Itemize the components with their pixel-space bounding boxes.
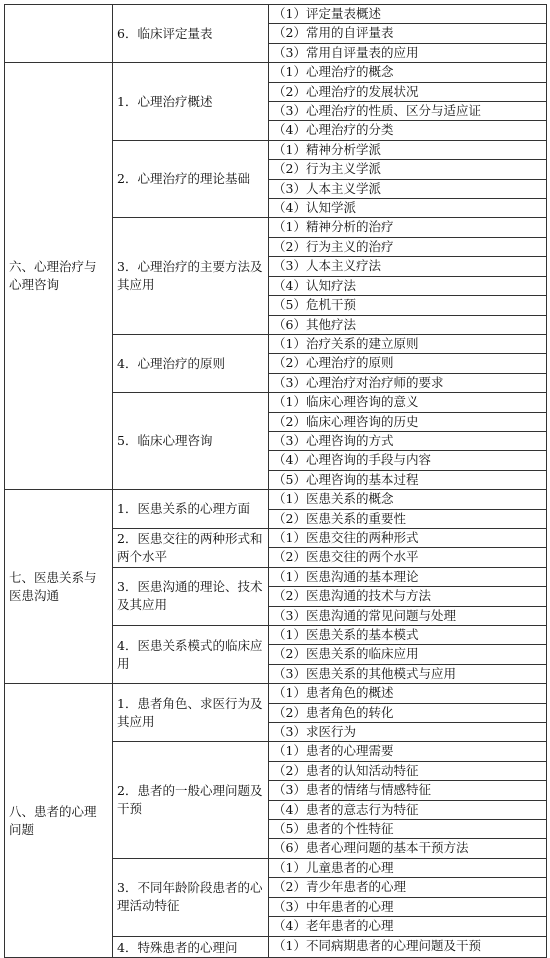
item-cell: （2）医患交往的两个水平	[269, 548, 547, 567]
item-cell: （2）医患沟通的技术与方法	[269, 587, 547, 606]
item-cell: （1）精神分析的治疗	[269, 218, 547, 237]
topic-cell: 5．临床心理咨询	[113, 393, 269, 490]
syllabus-table-body	[5, 5, 547, 958]
item-cell: （3）心理治疗对治疗师的要求	[269, 373, 547, 392]
item-cell: （1）患者的心理需要	[269, 742, 547, 761]
item-cell: （1）治疗关系的建立原则	[269, 334, 547, 353]
item-cell: （2）心理治疗的发展状况	[269, 82, 547, 101]
item-cell: （1）临床心理咨询的意义	[269, 393, 547, 412]
topic-cell: 4．心理治疗的原则	[113, 334, 269, 392]
item-cell: （1）医患交往的两种形式	[269, 528, 547, 547]
topic-cell: 2．医患交往的两种形式和两个水平	[113, 528, 269, 567]
item-cell: （1）心理治疗的概念	[269, 63, 547, 82]
item-cell: （1）医患关系的基本模式	[269, 626, 547, 645]
topic-cell: 2．患者的一般心理问题及干预	[113, 742, 269, 858]
item-cell: （2）常用的自评量表	[269, 24, 547, 43]
item-cell: （4）认知学派	[269, 199, 547, 218]
item-cell: （6）其他疗法	[269, 315, 547, 334]
topic-cell: 1．医患关系的心理方面	[113, 490, 269, 529]
syllabus-table	[4, 4, 547, 958]
item-cell: （5）患者的个性特征	[269, 820, 547, 839]
item-cell: （1）医患关系的概念	[269, 490, 547, 509]
item-cell: （2）医患关系的重要性	[269, 509, 547, 528]
topic-cell: 3．医患沟通的理论、技术及其应用	[113, 567, 269, 625]
topic-cell: 4．特殊患者的心理问	[113, 936, 269, 957]
item-cell: （2）医患关系的临床应用	[269, 645, 547, 664]
item-cell: （3）患者的情绪与情感特征	[269, 781, 547, 800]
item-cell: （3）中年患者的心理	[269, 897, 547, 916]
item-cell: （3）人本主义疗法	[269, 257, 547, 276]
item-cell: （3）医患沟通的常见问题与处理	[269, 606, 547, 625]
item-cell: （5）危机干预	[269, 296, 547, 315]
item-cell: （1）评定量表概述	[269, 5, 547, 24]
item-cell: （2）心理治疗的原则	[269, 354, 547, 373]
table-row	[5, 63, 547, 82]
item-cell: （2）行为主义的治疗	[269, 237, 547, 256]
topic-cell: 3．心理治疗的主要方法及其应用	[113, 218, 269, 334]
table-row	[5, 684, 547, 703]
table-row	[5, 490, 547, 509]
item-cell: （1）不同病期患者的心理问题及干预	[269, 936, 547, 957]
table-row	[5, 5, 547, 24]
unit-cell	[5, 5, 113, 63]
item-cell: （4）认知疗法	[269, 276, 547, 295]
item-cell: （2）行为主义学派	[269, 160, 547, 179]
item-cell: （3）常用自评量表的应用	[269, 43, 547, 62]
topic-cell: 1．心理治疗概述	[113, 63, 269, 141]
item-cell: （4）心理咨询的手段与内容	[269, 451, 547, 470]
topic-cell: 3．不同年龄阶段患者的心理活动特征	[113, 858, 269, 936]
item-cell: （3）心理咨询的方式	[269, 431, 547, 450]
topic-cell: 4．医患关系模式的临床应用	[113, 626, 269, 684]
item-cell: （1）患者角色的概述	[269, 684, 547, 703]
item-cell: （2）患者的认知活动特征	[269, 761, 547, 780]
item-cell: （1）精神分析学派	[269, 140, 547, 159]
item-cell: （2）患者角色的转化	[269, 703, 547, 722]
item-cell: （3）人本主义学派	[269, 179, 547, 198]
topic-cell: 1．患者角色、求医行为及其应用	[113, 684, 269, 742]
item-cell: （6）患者心理问题的基本干预方法	[269, 839, 547, 858]
topic-cell: 6．临床评定量表	[113, 5, 269, 63]
item-cell: （1）医患沟通的基本理论	[269, 567, 547, 586]
item-cell: （2）临床心理咨询的历史	[269, 412, 547, 431]
item-cell: （4）老年患者的心理	[269, 917, 547, 936]
item-cell: （4）心理治疗的分类	[269, 121, 547, 140]
unit-cell: 六、心理治疗与心理咨询	[5, 63, 113, 490]
unit-cell: 八、患者的心理问题	[5, 684, 113, 958]
item-cell: （2）青少年患者的心理	[269, 878, 547, 897]
item-cell: （1）儿童患者的心理	[269, 858, 547, 877]
item-cell: （3）求医行为	[269, 723, 547, 742]
item-cell: （4）患者的意志行为特征	[269, 800, 547, 819]
item-cell: （3）心理治疗的性质、区分与适应证	[269, 102, 547, 121]
topic-cell: 2．心理治疗的理论基础	[113, 140, 269, 218]
item-cell: （5）心理咨询的基本过程	[269, 470, 547, 489]
item-cell: （3）医患关系的其他模式与应用	[269, 664, 547, 683]
unit-cell: 七、医患关系与医患沟通	[5, 490, 113, 684]
